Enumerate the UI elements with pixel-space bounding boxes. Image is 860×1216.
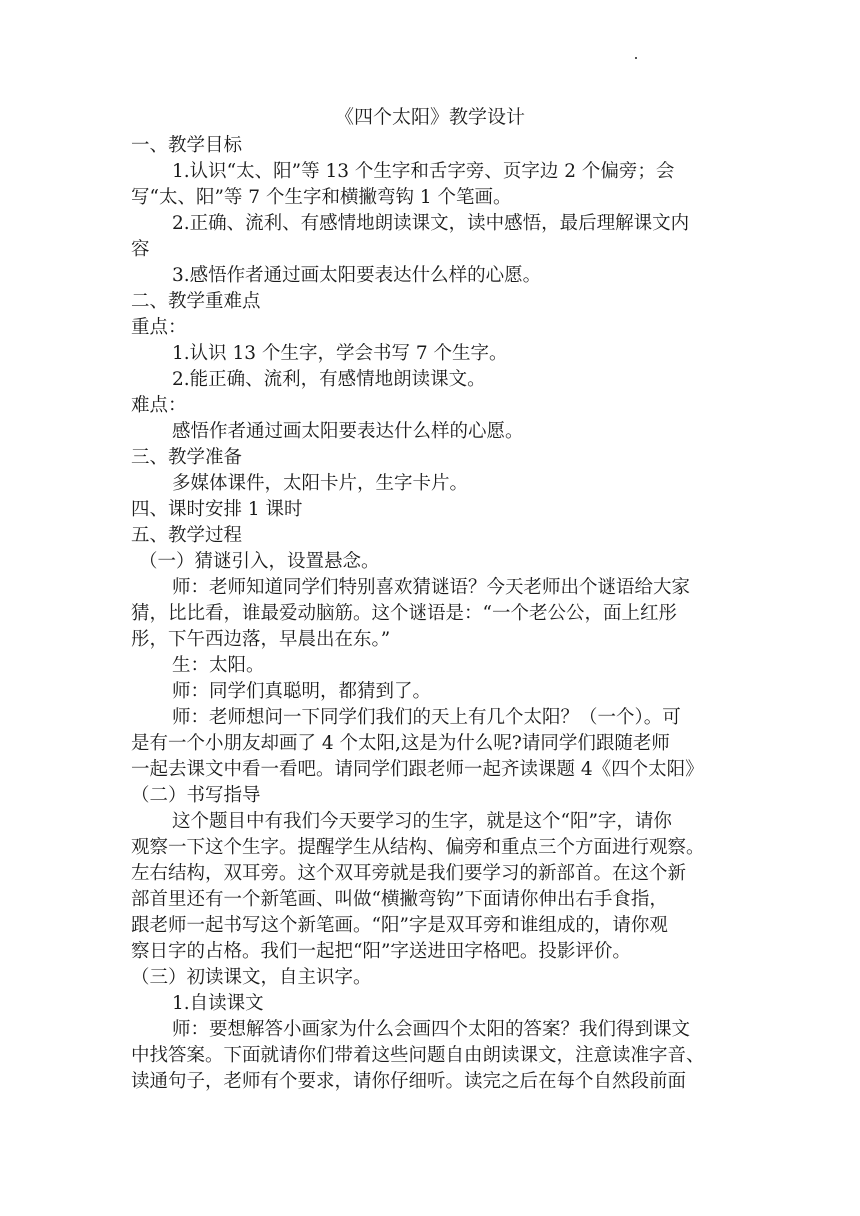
subheading-difficulties: 难点： <box>131 395 187 416</box>
paragraph-line: 跟老师一起书写这个新笔画。“阳”字是双耳旁和谁组成的，请你观 <box>131 915 668 936</box>
paragraph-line: 1.自读课文 <box>172 993 264 1014</box>
document-title: 《四个太阳》教学设计 <box>334 106 525 128</box>
paragraph-line: 写“太、阳”等 7 个生字和横撇弯钩 1 个笔画。 <box>131 187 512 208</box>
paragraph-line: 这个题目中有我们今天要学习的生字，就是这个“阳”字，请你 <box>172 811 672 832</box>
heading-teaching-goals: 一、教学目标 <box>131 135 243 156</box>
paragraph-line: 彤，下午西边落，早晨出在东。” <box>131 629 391 650</box>
paragraph-line: 是有一个小朋友却画了 4 个太阳,这是为什么呢?请同学们跟随老师 <box>131 733 670 754</box>
paragraph-line: 读通句子，老师有个要求，请你仔细听。读完之后在每个自然段前面 <box>131 1071 687 1092</box>
heading-teaching-process: 五、教学过程 <box>131 525 243 546</box>
paragraph-line: 观察一下这个生字。提醒学生从结构、偏旁和重点三个方面进行观察。 <box>131 837 705 858</box>
heading-key-difficulties: 二、教学重难点 <box>131 291 261 312</box>
paragraph-line: 多媒体课件，太阳卡片，生字卡片。 <box>172 473 469 494</box>
paragraph-line: 左右结构，双耳旁。这个双耳旁就是我们要学习的新部首。在这个新 <box>131 863 687 884</box>
paragraph-line: 师：老师知道同学们特别喜欢猜谜语？今天老师出个谜语给大家 <box>172 577 691 598</box>
heading-teaching-preparation: 三、教学准备 <box>131 447 243 468</box>
paragraph-line: 1.认识 13 个生字，学会书写 7 个生字。 <box>172 343 508 364</box>
paragraph-line: 感悟作者通过画太阳要表达什么样的心愿。 <box>172 421 524 442</box>
paragraph-line: 3.感悟作者通过画太阳要表达什么样的心愿。 <box>172 265 542 286</box>
paragraph-line: 1.认识“太、阳”等 13 个生字和舌字旁、页字边 2 个偏旁；会 <box>172 161 675 182</box>
paragraph-line: 一起去课文中看一看吧。请同学们跟老师一起齐读课题 4《四个太阳》 <box>131 759 704 780</box>
paragraph-line: 师：同学们真聪明，都猜到了。 <box>172 681 432 702</box>
paragraph-line: 猜，比比看，谁最爱动脑筋。这个谜语是：“一个老公公，面上红彤 <box>131 603 677 624</box>
paragraph-line: 中找答案。下面就请你们带着这些问题自由朗读课文，注意读准字音、 <box>131 1045 705 1066</box>
subheading-writing-guidance: （二）书写指导 <box>131 785 261 806</box>
paragraph-line: 生：太阳。 <box>172 655 265 676</box>
subheading-key-points: 重点： <box>131 317 187 338</box>
paragraph-line: 2.正确、流利、有感情地朗读课文，读中感悟，最后理解课文内 <box>172 213 690 234</box>
paragraph-line: 容 <box>131 239 150 260</box>
heading-class-schedule: 四、课时安排 1 课时 <box>131 499 303 520</box>
subheading-riddle-intro: （一）猜谜引入，设置悬念。 <box>139 551 380 572</box>
paragraph-line: 师：要想解答小画家为什么会画四个太阳的答案？我们得到课文 <box>172 1019 691 1040</box>
subheading-first-reading: （三）初读课文，自主识字。 <box>131 967 372 988</box>
paragraph-line: 师：老师想问一下同学们我们的天上有几个太阳？（一个）。可 <box>172 707 681 728</box>
paragraph-line: 2.能正确、流利，有感情地朗读课文。 <box>172 369 486 390</box>
paragraph-line: 部首里还有一个新笔画、叫做“横撇弯钩”下面请你伸出右手食指， <box>131 889 668 910</box>
page-mark <box>635 57 637 59</box>
paragraph-line: 察日字的占格。我们一起把“阳”字送进田字格吧。投影评价。 <box>131 941 631 962</box>
